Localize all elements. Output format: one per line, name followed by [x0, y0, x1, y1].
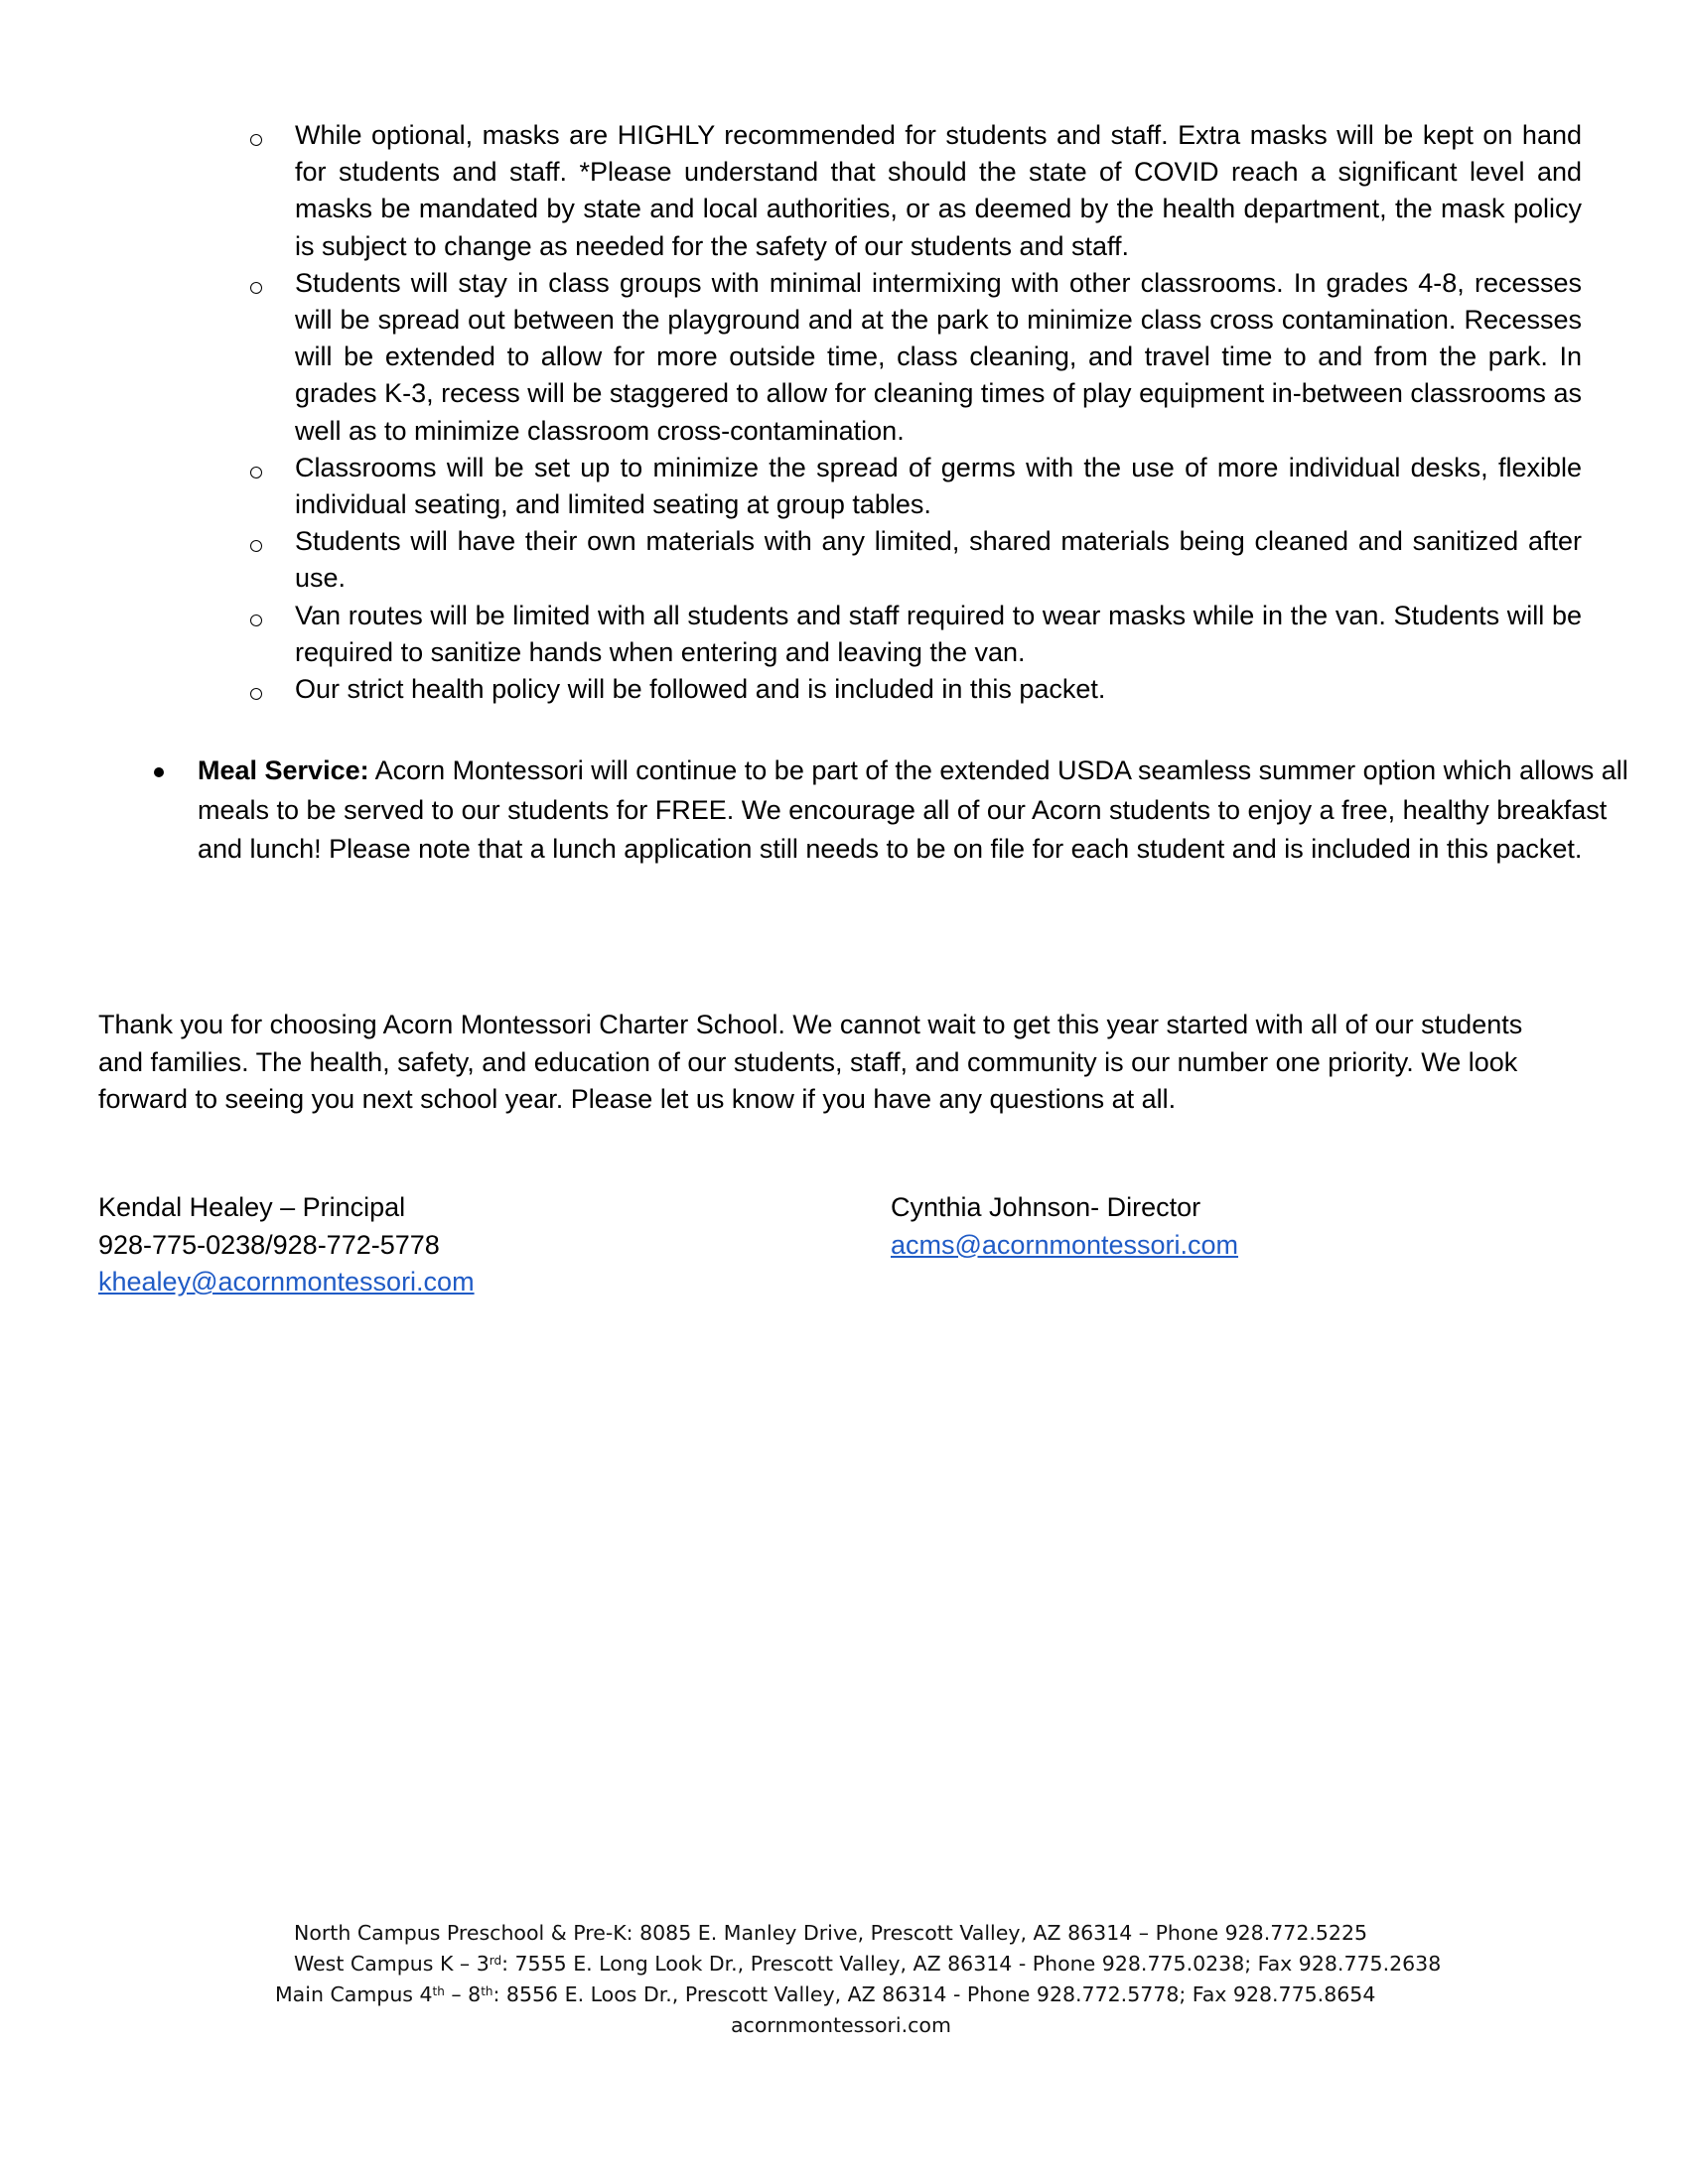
list-item-text: Students will have their own materials with any limited, shared materials being cleaned and sanitized after use.: [295, 526, 1582, 594]
footer-main-prefix: Main Campus 4: [275, 1982, 433, 2006]
list-item: [243, 523, 1582, 597]
footer-main-sup2: th: [481, 1984, 493, 1998]
footer-north-campus: North Campus Preschool & Pre-K: 8085 E. Manley Drive, Prescott Valley, AZ 86314 – Phone 928.772.5225: [294, 1921, 1368, 1945]
director-name: Cynthia Johnson- Director: [891, 1192, 1201, 1222]
principal-signature: [98, 1189, 475, 1301]
footer: [248, 1918, 1479, 2041]
principal-phone: 928-775-0238/928-772-5778: [98, 1229, 440, 1260]
footer-west-rest: : 7555 E. Long Look Dr., Prescott Valley, AZ 86314 - Phone 928.775.0238; Fax 928.775.2638: [501, 1952, 1442, 1976]
principal-name: Kendal Healey – Principal: [98, 1192, 406, 1222]
list-item: [243, 265, 1582, 450]
footer-west-prefix: West Campus K – 3: [294, 1952, 490, 1976]
footer-west-campus: [248, 1949, 1479, 1979]
list-item: [243, 450, 1582, 523]
list-item: [243, 598, 1582, 671]
list-item-text: Our strict health policy will be followed and is included in this packet.: [295, 674, 1106, 705]
footer-main-sup1: th: [432, 1984, 445, 1998]
footer-website: acornmontessori.com: [731, 2013, 951, 2037]
footer-main-mid: – 8: [444, 1982, 482, 2006]
list-item-text: While optional, masks are HIGHLY recommended for students and staff. Extra masks will be kept on hand for students and staff. *Please understand that should the state of COVID reach a significant level and masks be mandated by state and local authorities, or as deemed by the health department, the mask policy is subject to change as needed for the safety of our students and staff.: [295, 120, 1582, 261]
footer-west-sup: rd: [489, 1954, 502, 1968]
footer-main-campus: [248, 1979, 1479, 2010]
list-item-text: Van routes will be limited with all students and staff required to wear masks while in the van. Students will be required to sanitize hands when entering and leaving the van.: [295, 600, 1582, 667]
list-item: [243, 671, 1582, 708]
safety-measures-list: [243, 117, 1582, 708]
footer-main-rest: : 8556 E. Loos Dr., Prescott Valley, AZ 86314 - Phone 928.772.5778; Fax 928.775.8654: [492, 1982, 1376, 2006]
list-item-text: Classrooms will be set up to minimize the spread of germs with the use of more individual desks, flexible individual seating, and limited seating at group tables.: [295, 452, 1582, 520]
meal-service-text: Acorn Montessori will continue to be part of the extended USDA seamless summer option which allows all meals to be served to our students for FREE. We encourage all of our Acorn students to enjoy a free, healthy breakfast and lunch! Please note that a lunch application still needs to be on file for each student and is included in this packet.: [198, 755, 1628, 864]
director-signature: [891, 1189, 1238, 1264]
solid-bullet-icon: [154, 767, 164, 777]
meal-service-heading: Meal Service:: [198, 755, 369, 785]
meal-service-item: [144, 751, 1642, 870]
list-item: [243, 117, 1582, 265]
list-item-text: Students will stay in class groups with minimal intermixing with other classrooms. In grades 4-8, recesses will be spread out between the playground and at the park to minimize class cross contamination. Recesses will be extended to allow for more outside time, class cleaning, and travel time to and from the park. In grades K-3, recess will be staggered to allow for cleaning times of play equipment in-between classrooms as well as to minimize classroom cross-contamination.: [295, 267, 1582, 446]
principal-email-link[interactable]: khealey@acornmontessori.com: [98, 1267, 475, 1297]
director-email-link[interactable]: acms@acornmontessori.com: [891, 1229, 1239, 1260]
closing-paragraph: Thank you for choosing Acorn Montessori Charter School. We cannot wait to get this year started with all of our students and families. The health, safety, and education of our students, staff, and community is our number one priority. We look forward to seeing you next school year. Please let us know if you have any questions at all.: [98, 1010, 1523, 1114]
